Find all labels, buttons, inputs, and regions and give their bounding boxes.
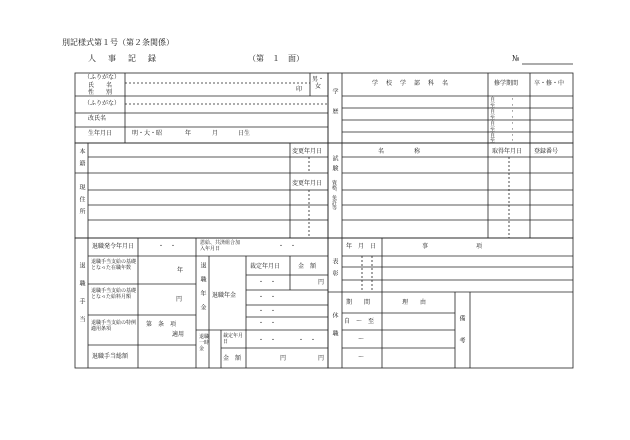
license-label: 資格、免許等 bbox=[331, 180, 337, 210]
pension-dots-1: ・ ・ bbox=[258, 279, 277, 286]
pension-dots-3: ・ ・ bbox=[258, 308, 277, 315]
no-label: № bbox=[512, 54, 520, 63]
lump-yen-2: 円 bbox=[318, 355, 325, 362]
lump-decision-label: 裁定年月日 bbox=[223, 333, 244, 345]
leave-period-header: 期 間 bbox=[346, 299, 371, 306]
special-clause-label: 退職手当支給の特例適用条項 bbox=[91, 320, 137, 332]
education-label: 学歴 bbox=[331, 88, 338, 128]
edu-from-1: 自 bbox=[490, 97, 496, 103]
name-label: 氏 名 bbox=[88, 82, 113, 89]
genjusho-change-date: 変更年月日 bbox=[292, 180, 323, 187]
basis-salary-unit: 円 bbox=[176, 296, 183, 303]
pension-side-label: 退職年金 bbox=[199, 262, 206, 318]
lump-dots-1: ・ ・ bbox=[258, 337, 277, 344]
applied-label: 適用 bbox=[172, 331, 185, 338]
basis-years-label: 退職手当支給の基礎となった在職年数 bbox=[91, 259, 137, 271]
edu-to-4: 至 bbox=[490, 138, 496, 144]
order-date-dots: ・ ・ bbox=[158, 243, 177, 250]
edu-dot-6: ・ bbox=[510, 127, 516, 133]
leave-reason-header: 理 由 bbox=[402, 299, 427, 306]
edu-from-2: 自 bbox=[490, 109, 496, 115]
edu-to-1: 至 bbox=[490, 103, 496, 109]
birth-month-unit: 月 bbox=[212, 130, 219, 137]
genjusho-label: 現住所 bbox=[78, 184, 85, 220]
reg-no-header: 登録番号 bbox=[534, 148, 559, 155]
amount-label: 退職手当総額 bbox=[92, 353, 129, 360]
pension-dots-4: ・ ・ bbox=[258, 320, 277, 327]
honseki-change-date: 変更年月日 bbox=[292, 148, 323, 155]
pension-dots-2: ・ ・ bbox=[258, 294, 277, 301]
edu-dot-5: ・ bbox=[510, 121, 516, 127]
commendation-date-header: 年 月 日 bbox=[346, 243, 377, 250]
birth-day-unit: 日生 bbox=[238, 130, 251, 137]
decision-date-header: 裁定年月日 bbox=[250, 263, 281, 270]
pension-join-dots: ・ ・ bbox=[278, 243, 297, 250]
period-header: 修学期間 bbox=[494, 80, 519, 87]
seal-mark: 印 bbox=[296, 86, 303, 93]
commendation-label: 表彰 bbox=[331, 258, 338, 282]
edu-from-3: 自 bbox=[490, 121, 496, 127]
leave-tilde-2: 〜 bbox=[358, 354, 365, 361]
furigana2-label: （ふりがな） bbox=[84, 100, 121, 107]
changed-name-label: 改氏名 bbox=[88, 115, 107, 122]
commendation-item-header: 事 項 bbox=[422, 243, 483, 250]
retirement-label: 退職手当 bbox=[78, 262, 85, 334]
edu-dot-2: ・ bbox=[510, 103, 516, 109]
lump-yen-1: 円 bbox=[280, 355, 287, 362]
lump-dots-2: ・ ・ bbox=[298, 337, 317, 344]
era-options: 明・大・昭 bbox=[132, 130, 163, 137]
birth-year-unit: 年 bbox=[185, 130, 192, 137]
acq-date-header: 取得年月日 bbox=[492, 148, 523, 155]
clause-value: 第 条 項 bbox=[146, 321, 177, 328]
status-header: 卒・修・中 bbox=[534, 80, 565, 87]
edu-dot-4: ・ bbox=[510, 115, 516, 121]
form-label: 別記様式第１号（第２条関係） bbox=[62, 38, 174, 47]
leave-tilde-1: 〜 bbox=[358, 336, 365, 343]
lump-sum-label: 退職一時金 bbox=[199, 334, 210, 352]
lump-amount-label: 金 額 bbox=[223, 355, 242, 362]
basis-years-unit: 年 bbox=[177, 267, 184, 274]
birth-label: 生年月日 bbox=[88, 130, 113, 137]
shiken-label: 試験 bbox=[331, 155, 338, 175]
edu-to-3: 至 bbox=[490, 127, 496, 133]
record-title: 人 事 記 録 bbox=[88, 54, 158, 63]
leave-label: 休職 bbox=[331, 312, 338, 348]
edu-to-2: 至 bbox=[490, 115, 496, 121]
amount-header: 金 額 bbox=[298, 263, 317, 270]
honseki-label: 本籍 bbox=[78, 148, 85, 172]
edu-dot-3: ・ bbox=[510, 109, 516, 115]
remarks-label: 備考 bbox=[458, 315, 465, 359]
edu-from-4: 自 bbox=[490, 133, 496, 139]
furigana-label: （ふりがな） bbox=[84, 74, 121, 81]
pension-yen: 円 bbox=[318, 279, 325, 286]
school-header: 学 校 学 部 科 名 bbox=[372, 80, 450, 87]
basis-salary-label: 退職手当支給の基礎となった給料月額 bbox=[91, 288, 137, 300]
edu-dot-7: ・ bbox=[510, 133, 516, 139]
edu-dot-8: ・ bbox=[510, 138, 516, 144]
page-number: （第 １ 面） bbox=[248, 54, 304, 63]
sex-label: 性 別 bbox=[88, 89, 113, 96]
shiken-name-header: 名 称 bbox=[378, 148, 421, 155]
leave-from-to: 自 〜 至 bbox=[344, 318, 375, 325]
retire-pension-label: 退職年金 bbox=[212, 292, 237, 299]
male-female: 男・女 bbox=[312, 76, 325, 90]
order-date-label: 退職発令年月日 bbox=[92, 243, 135, 250]
pension-join-label: 恩給、共済組合加入年月日 bbox=[200, 240, 241, 252]
edu-dot-1: ・ bbox=[510, 97, 516, 103]
